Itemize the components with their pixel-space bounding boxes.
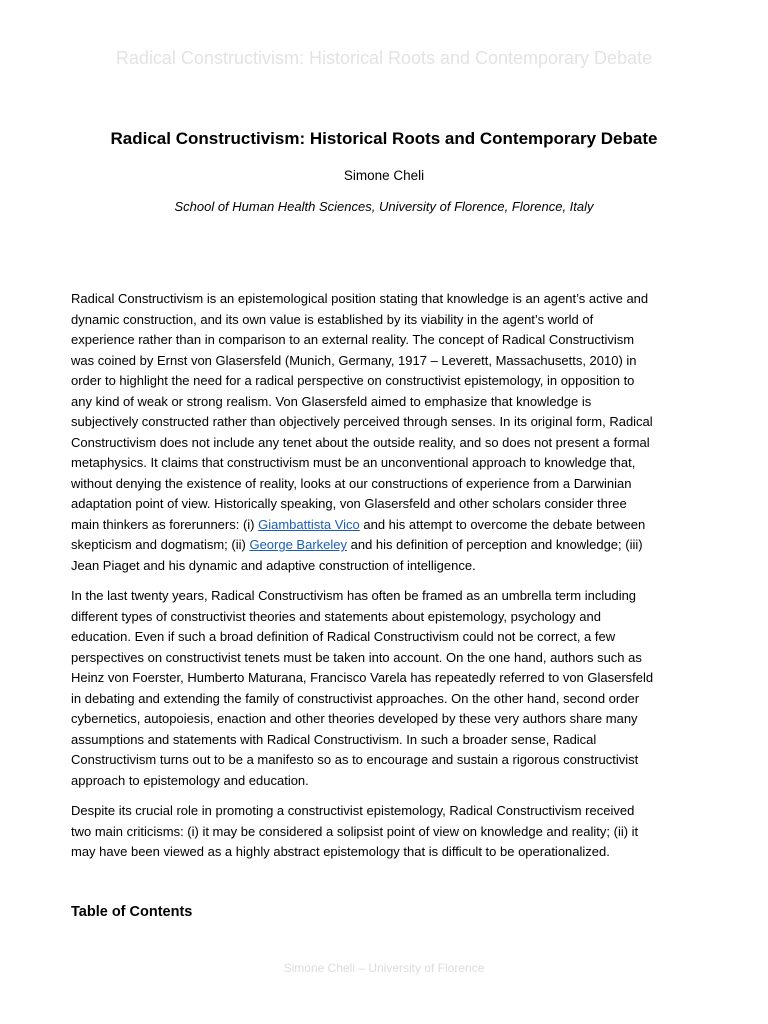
paragraph-3: [71, 801, 697, 863]
text-line: Despite its crucial role in promoting a constructivist epistemology, Radical Constructivism received: [71, 803, 635, 818]
paragraph-1: [71, 289, 697, 576]
text-line: Constructivism turns out to be a manifesto so as to encourage and sustain a rigorous constructivist: [71, 752, 639, 767]
text-line: order to highlight the need for a radical perspective on constructivist epistemology, in opposition to: [71, 373, 635, 388]
text-line: Radical Constructivism is an epistemological position stating that knowledge is an agent’s active and: [71, 291, 649, 306]
text-segment: and his definition of perception and knowledge; (iii): [347, 537, 643, 552]
running-footer: Simone Cheli – University of Florence: [283, 961, 485, 975]
text-segment: and his attempt to overcome the debate between: [359, 516, 646, 532]
link-george-barkeley[interactable]: George Barkeley: [249, 537, 348, 552]
link-giambattista-vico[interactable]: Giambattista Vico: [258, 516, 360, 532]
document-title: Radical Constructivism: Historical Roots and Contemporary Debate: [110, 129, 658, 148]
text-line: perspectives on constructivist tenets must be taken into account. On the one hand, authors such as: [71, 649, 642, 665]
text-line: subjectively constructed rather than objectively perceived through senses. In its original form, Radical: [71, 414, 653, 429]
paragraph-2: [71, 586, 697, 791]
text-line: In the last twenty years, Radical Constructivism has often be framed as an umbrella term including: [71, 588, 637, 603]
text-line: Jean Piaget and his dynamic and adaptive construction of intelligence.: [71, 557, 476, 573]
text-line: metaphysics. It claims that constructivism must be an unconventional approach to knowledge that,: [71, 455, 636, 470]
text-line: may have been viewed as a highly abstract epistemology that is difficult to be operationalized.: [71, 844, 610, 859]
text-line: approach to epistemology and education.: [71, 772, 309, 788]
text-line: Heinz von Foerster, Humberto Maturana, Francisco Varela has repeatedly referred to von Glasersfeld: [71, 670, 654, 685]
text-line-with-link: [71, 515, 697, 536]
text-line: in debating and extending the family of constructivist approaches. On the other hand, second order: [71, 690, 640, 706]
author-affiliation: School of Human Health Sciences, University of Florence, Florence, Italy: [174, 199, 594, 214]
text-line: experience rather than in comparison to an external reality. The concept of Radical Constructivism: [71, 332, 635, 347]
text-line: Constructivism does not include any tenet about the outside reality, and so does not present a formal: [71, 434, 650, 450]
author-name: Simone Cheli: [343, 168, 425, 183]
text-line-with-link: [71, 535, 697, 556]
table-of-contents-heading: Table of Contents: [71, 904, 193, 920]
text-segment: main thinkers as forerunners: (i): [71, 516, 259, 532]
text-line: assumptions and statements with Radical Constructivism. In such a broader sense, Radical: [71, 731, 597, 747]
text-line: two main criticisms: (i) it may be considered a solipsist point of view on knowledge and reality; (ii) it: [71, 823, 639, 839]
text-line: was coined by Ernst von Glasersfeld (Munich, Germany, 1917 – Leverett, Massachusetts, 2010) in: [71, 352, 637, 368]
text-line: adaptation point of view. Historically speaking, von Glasersfeld and other scholars consider three: [71, 496, 627, 511]
text-segment: skepticism and dogmatism; (ii): [71, 537, 250, 552]
text-line: without denying the existence of reality, looks at our constructions of experience from a Darwinian: [71, 475, 632, 491]
running-header: Radical Constructivism: Historical Roots and Contemporary Debate: [115, 48, 653, 68]
text-line: different types of constructivist theories and statements about epistemology, psychology and: [71, 608, 601, 624]
text-line: dynamic construction, and its own value is established by its viability in the agent’s world of: [71, 311, 594, 327]
text-line: cybernetics, autopoiesis, enaction and other theories developed by these very authors share many: [71, 711, 638, 726]
text-line: education. Even if such a broad definition of Radical Constructivism could not be correct, a few: [71, 629, 616, 644]
text-line: any kind of weak or strong realism. Von Glasersfeld aimed to emphasize that knowledge is: [71, 393, 592, 409]
body-text: [71, 289, 697, 873]
